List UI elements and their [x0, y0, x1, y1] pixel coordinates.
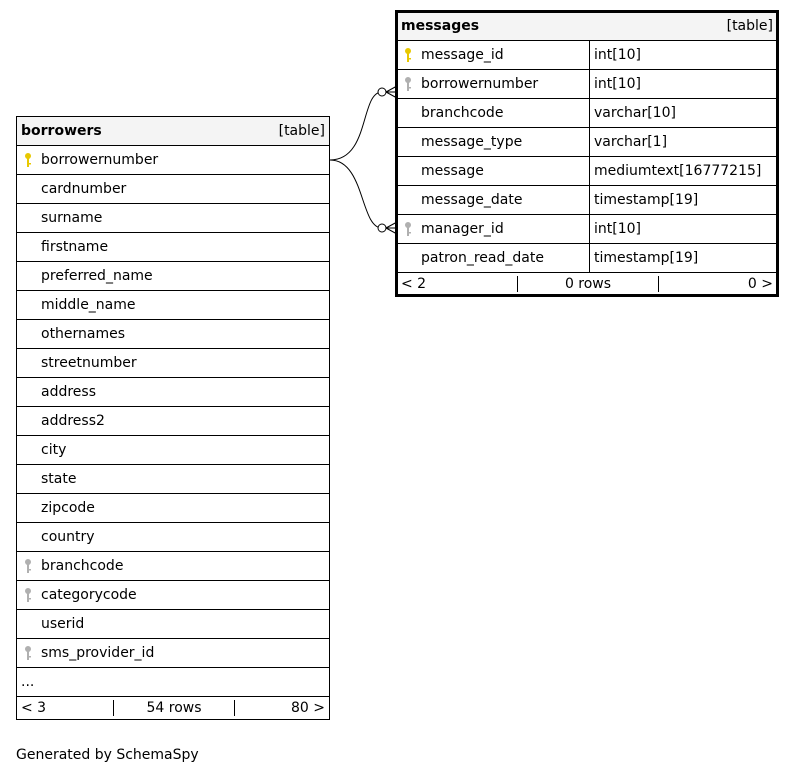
table-row[interactable]	[397, 157, 778, 186]
column-name: city	[41, 442, 67, 458]
relation-optional-circle	[378, 88, 386, 96]
relation-optional-circle	[378, 224, 386, 232]
foreign-key-icon	[401, 76, 415, 92]
table-kind: [table]	[726, 18, 773, 34]
column-name: manager_id	[421, 221, 504, 237]
messages-table[interactable]	[396, 11, 778, 296]
table-row[interactable]	[397, 215, 778, 244]
column-name: zipcode	[41, 500, 95, 516]
table-kind: [table]	[278, 123, 325, 139]
column-name: state	[41, 471, 77, 487]
table-row[interactable]	[17, 320, 330, 349]
children-link[interactable]: 0 >	[747, 276, 773, 292]
children-link[interactable]: 80 >	[291, 700, 325, 716]
parents-link[interactable]: < 3	[17, 700, 114, 716]
primary-key-icon	[401, 47, 415, 63]
foreign-key-icon	[21, 558, 35, 574]
table-row[interactable]	[397, 128, 778, 157]
generated-by-note: Generated by SchemaSpy	[16, 747, 199, 763]
column-type: int[10]	[590, 215, 778, 244]
column-type: varchar[10]	[590, 99, 778, 128]
table-row[interactable]	[17, 349, 330, 378]
column-name: othernames	[41, 326, 126, 342]
column-name: streetnumber	[41, 355, 137, 371]
table-row[interactable]	[17, 378, 330, 407]
table-title: borrowers	[21, 123, 102, 139]
column-name: branchcode	[421, 105, 504, 121]
table-footer	[397, 273, 778, 296]
column-type: mediumtext[16777215]	[590, 157, 778, 186]
table-row[interactable]	[17, 552, 330, 581]
more-columns-row	[17, 668, 330, 697]
column-name: branchcode	[41, 558, 124, 574]
primary-key-icon	[21, 152, 35, 168]
column-name: preferred_name	[41, 268, 153, 284]
relation-manager-id	[330, 160, 382, 228]
column-name: sms_provider_id	[41, 645, 155, 661]
column-name: surname	[41, 210, 103, 226]
foreign-key-icon	[21, 587, 35, 603]
table-row[interactable]	[17, 407, 330, 436]
column-type: timestamp[19]	[590, 244, 778, 273]
table-row[interactable]	[17, 581, 330, 610]
parents-link[interactable]: < 2	[397, 276, 518, 292]
table-row[interactable]	[17, 436, 330, 465]
table-row[interactable]	[17, 639, 330, 668]
table-row[interactable]	[397, 70, 778, 99]
table-title: messages	[401, 18, 480, 34]
column-name: cardnumber	[41, 181, 127, 197]
column-type: varchar[1]	[590, 128, 778, 157]
table-footer	[17, 697, 330, 720]
column-name: firstname	[41, 239, 109, 255]
table-row[interactable]	[17, 523, 330, 552]
table-row[interactable]	[397, 186, 778, 215]
relation-borrowernumber	[330, 92, 382, 160]
table-row[interactable]	[17, 233, 330, 262]
column-name: message_date	[421, 192, 523, 208]
column-type: int[10]	[590, 41, 778, 70]
column-name: message_type	[421, 134, 523, 150]
column-name: middle_name	[41, 297, 136, 313]
table-row[interactable]	[17, 610, 330, 639]
row-count: 54 rows	[114, 700, 235, 716]
table-row[interactable]	[397, 244, 778, 273]
more-columns: ...	[21, 674, 35, 690]
row-count: 0 rows	[518, 276, 659, 292]
table-row[interactable]	[17, 204, 330, 233]
column-type: timestamp[19]	[590, 186, 778, 215]
table-row[interactable]	[17, 146, 330, 175]
column-name: address	[41, 384, 97, 400]
column-name: address2	[41, 413, 105, 429]
column-name: userid	[41, 616, 85, 632]
table-row[interactable]	[397, 41, 778, 70]
table-row[interactable]	[397, 99, 778, 128]
column-name: borrowernumber	[421, 76, 539, 92]
table-row[interactable]	[17, 465, 330, 494]
table-row[interactable]	[17, 494, 330, 523]
table-row[interactable]	[17, 175, 330, 204]
table-row[interactable]	[17, 262, 330, 291]
foreign-key-icon	[21, 645, 35, 661]
column-name: borrowernumber	[41, 152, 159, 168]
borrowers-table[interactable]	[16, 116, 330, 720]
foreign-key-icon	[401, 221, 415, 237]
column-name: categorycode	[41, 587, 137, 603]
table-row[interactable]	[17, 291, 330, 320]
column-type: int[10]	[590, 70, 778, 99]
column-name: message	[421, 163, 484, 179]
column-name: patron_read_date	[421, 250, 544, 266]
column-name: country	[41, 529, 95, 545]
column-name: message_id	[421, 47, 504, 63]
